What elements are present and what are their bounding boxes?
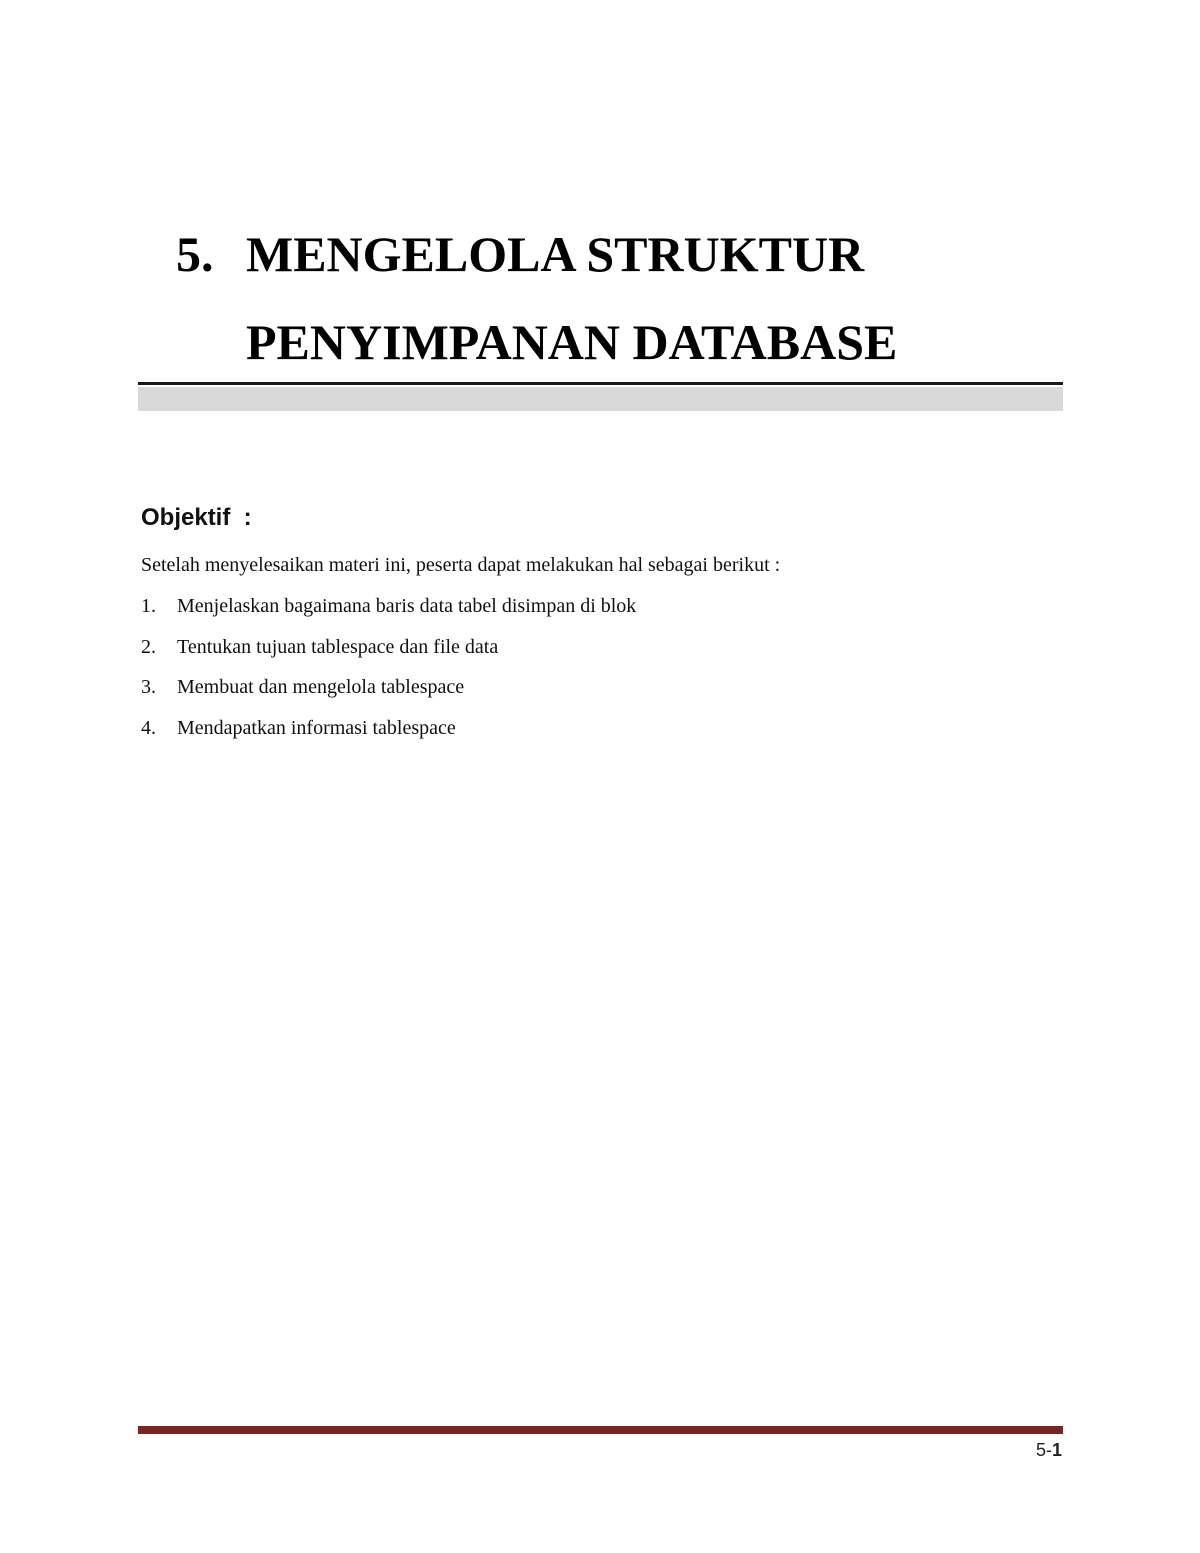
list-item-text: Tentukan tujuan tablespace dan file data bbox=[177, 635, 499, 658]
objective-heading: Objektif : bbox=[141, 504, 252, 531]
list-item-text: Menjelaskan bagaimana baris data tabel disimpan di blok bbox=[177, 595, 637, 617]
list-item-text: Membuat dan mengelola tablespace bbox=[177, 676, 465, 698]
list-item bbox=[141, 595, 636, 636]
list-item bbox=[141, 676, 636, 717]
list-item-index: 3. bbox=[141, 676, 156, 698]
chapter-title bbox=[176, 210, 897, 386]
chapter-title-line1: MENGELOLA STRUKTUR bbox=[246, 226, 865, 282]
objective-intro: Setelah menyelesaikan materi ini, peserta dapat melakukan hal sebagai berikut : bbox=[141, 554, 781, 576]
list-item bbox=[141, 636, 636, 677]
page-number bbox=[1036, 1440, 1062, 1461]
list-item-index: 2. bbox=[141, 635, 156, 658]
chapter-number: 5. bbox=[176, 226, 214, 282]
list-item-text: Mendapatkan informasi tablespace bbox=[177, 716, 456, 739]
title-shaded-band bbox=[138, 387, 1063, 411]
footer-rule bbox=[138, 1426, 1063, 1434]
chapter-title-line2: PENYIMPANAN DATABASE bbox=[246, 314, 898, 370]
title-divider bbox=[138, 382, 1063, 385]
objective-list bbox=[141, 595, 636, 757]
list-item-index: 4. bbox=[141, 716, 156, 739]
page-number-prefix: 5- bbox=[1035, 1440, 1052, 1460]
list-item-index: 1. bbox=[141, 595, 156, 617]
list-item bbox=[141, 717, 636, 758]
page-number-value: 1 bbox=[1051, 1440, 1062, 1460]
